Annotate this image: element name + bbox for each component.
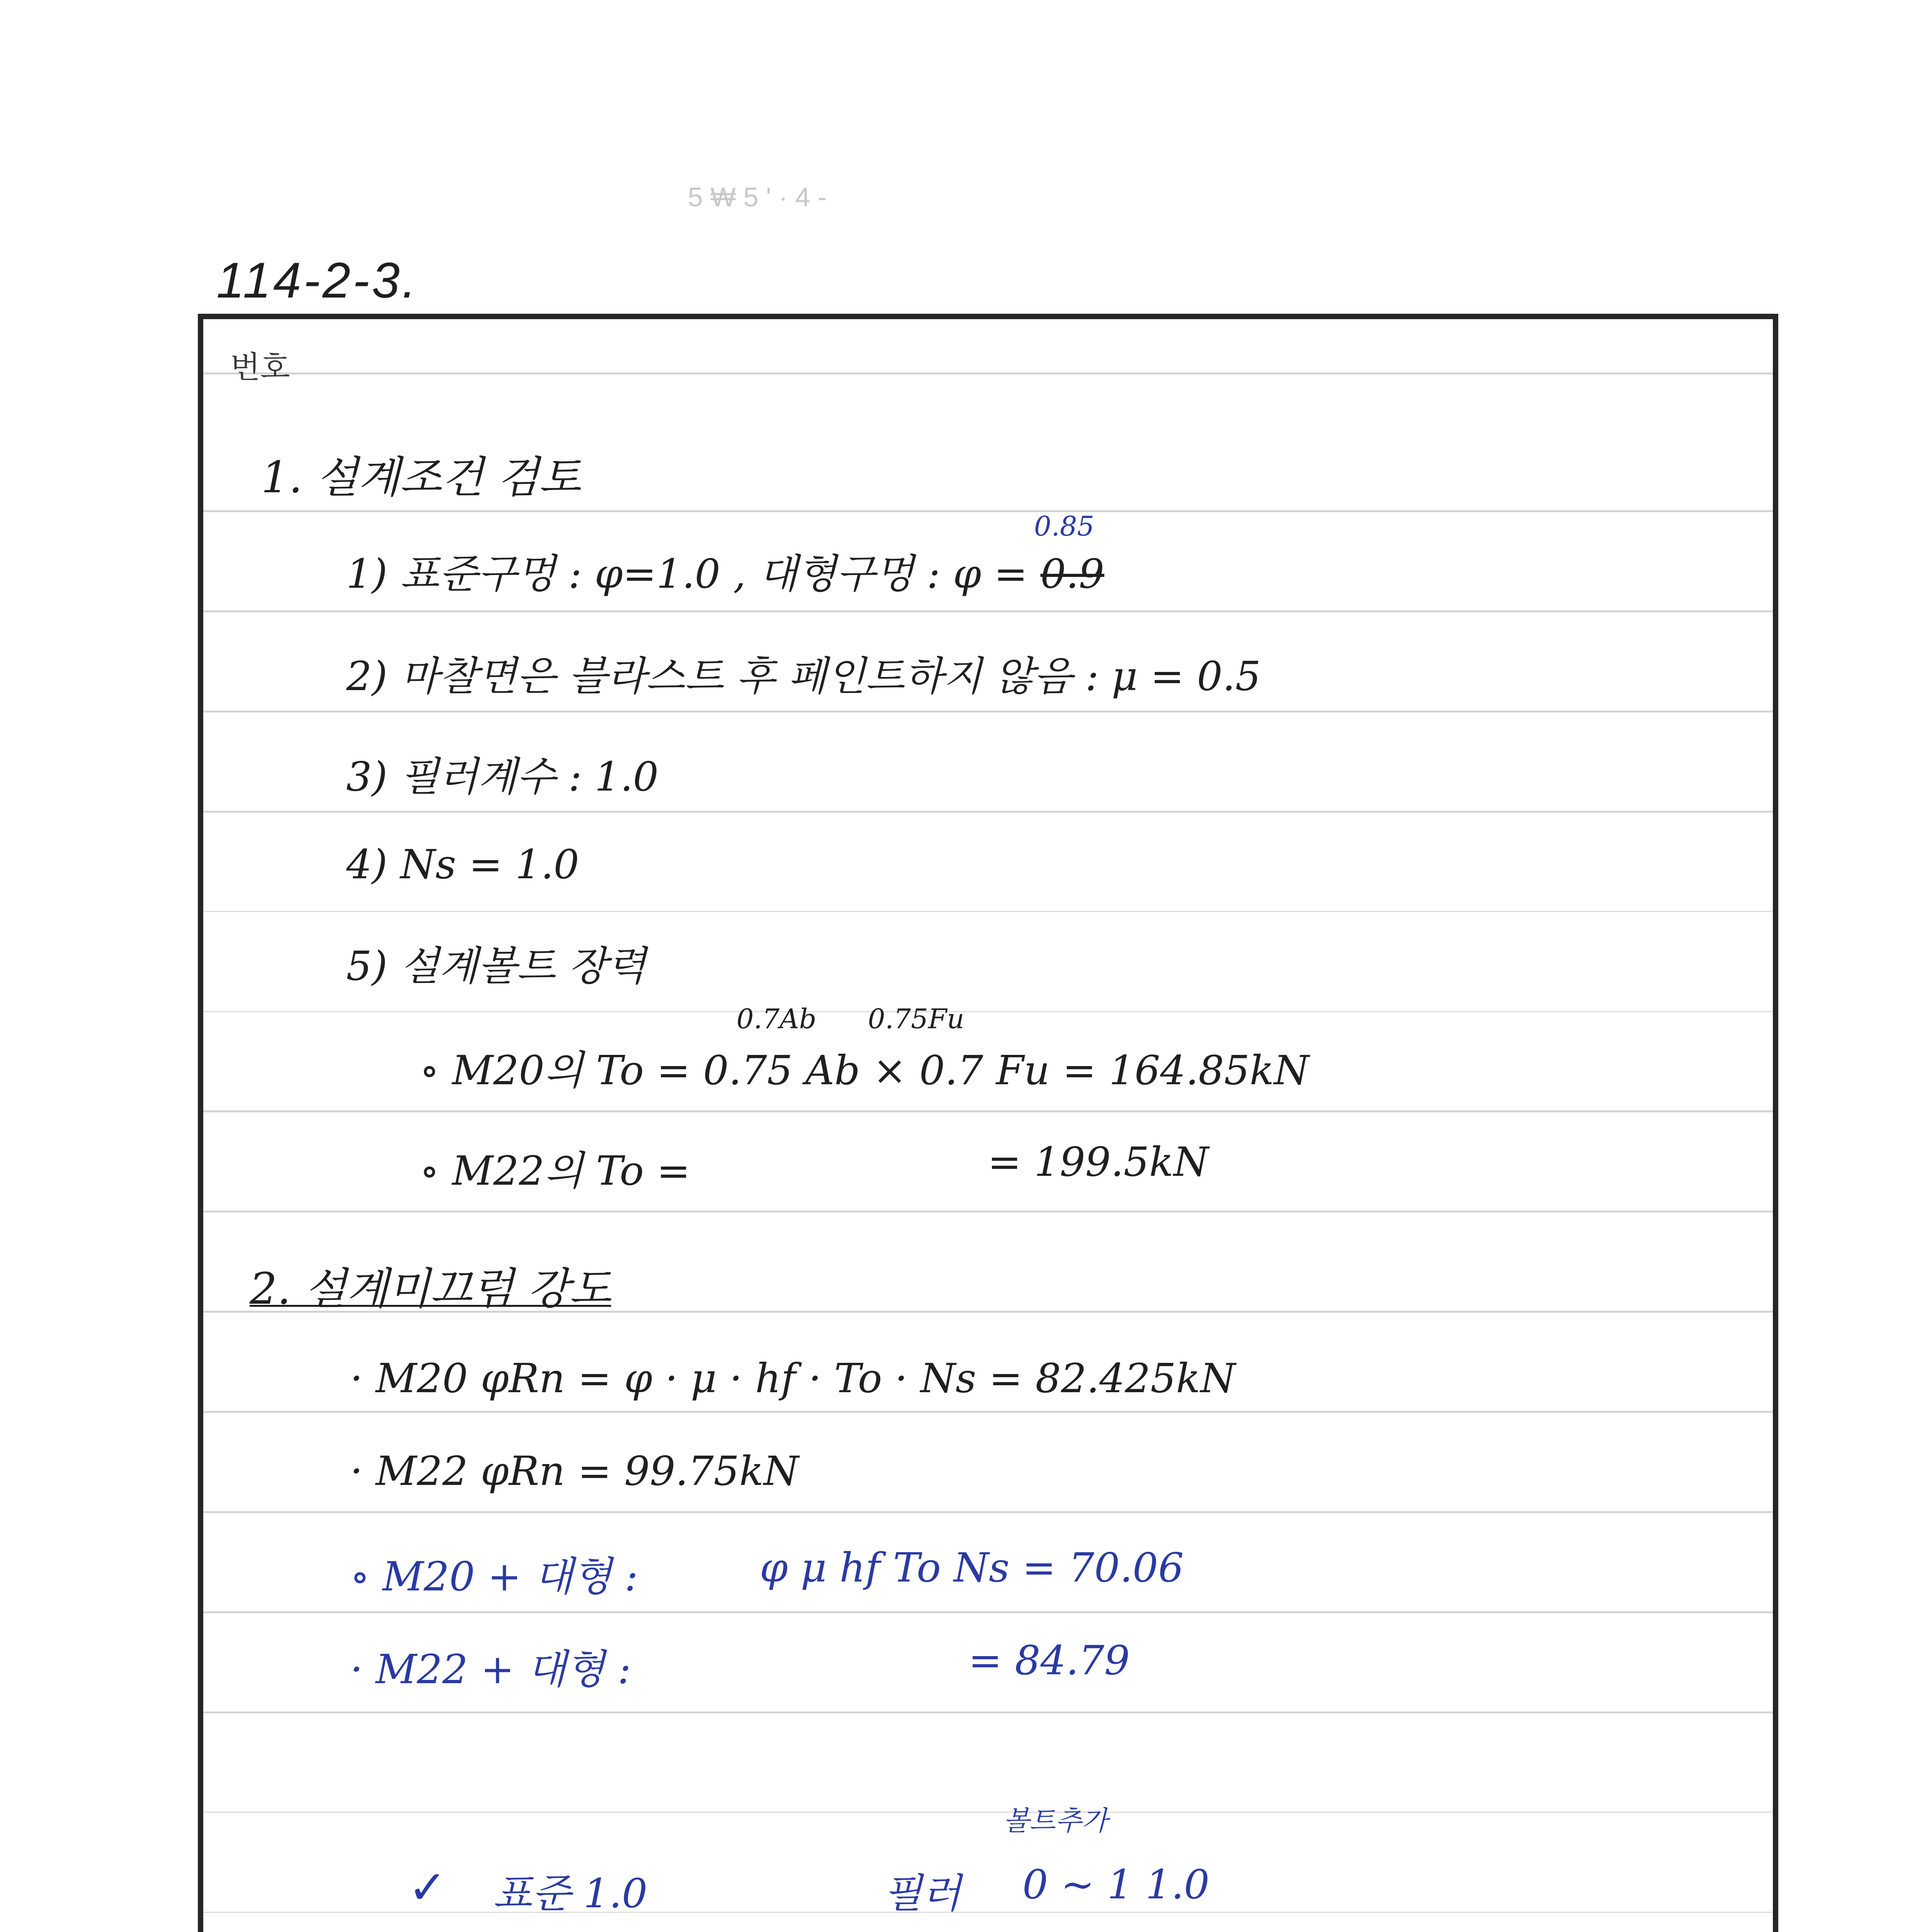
sheet-label: 번호 [230, 349, 290, 385]
item-1-prefix: 1) [346, 550, 388, 597]
item-1-text: 표준구멍 : φ=1.0 , 대형구멍 : φ = [400, 550, 1028, 597]
note-filler-label-1: 필러 [883, 1870, 961, 1917]
item-5 [346, 934, 646, 992]
strength-m22-large-label: · M22 + 대형 : [350, 1646, 631, 1693]
item-2-text: 마찰면은 블라스트 후 페인트하지 않음 : μ = 0.5 [400, 653, 1261, 700]
faint-mark: 5 ₩ 5 ' · 4 - [688, 182, 827, 212]
item-4-text: Ns = 1.0 [400, 841, 579, 888]
item-3-prefix: 3) [346, 753, 388, 800]
section2-title: 2. 설계미끄럼 강도 [250, 1264, 611, 1314]
note-filler-value-1: 0 ~ 1 1.0 [1022, 1861, 1210, 1908]
item-1 [346, 541, 1104, 599]
tension-m22-label: ∘ M22의 To = [420, 1147, 691, 1194]
note-standard: 표준 1.0 [493, 1870, 648, 1917]
annotation-fu: 0.75Fu [868, 1003, 964, 1035]
strength-m20-large-label: ∘ M20 + 대형 : [350, 1553, 638, 1600]
item-4-prefix: 4) [346, 841, 388, 888]
strength-m22: · M22 φRn = 99.75kN [350, 1447, 799, 1495]
note-sheet [198, 314, 1778, 1932]
check-mark-icon: ✓ [408, 1861, 447, 1915]
item-5-prefix: 5) [346, 942, 388, 990]
tension-m20: ∘ M20의 To = 0.75 Ab × 0.7 Fu = 164.85kN [420, 1047, 1309, 1094]
item-1-correction: 0.85 [1034, 510, 1094, 542]
page-number: 114-2-3. [216, 252, 418, 308]
item-3 [346, 744, 658, 802]
item-2-prefix: 2) [346, 653, 388, 700]
annotation-ab: 0.7Ab [737, 1003, 816, 1035]
strength-m20: · M20 φRn = φ · μ · hf · To · Ns = 82.425kN [350, 1355, 1236, 1402]
item-5-text: 설계볼트 장력 [400, 942, 646, 990]
item-4 [346, 841, 579, 888]
item-2 [346, 644, 1261, 702]
strength-m20-large-value: φ μ hf To Ns = 70.06 [760, 1544, 1184, 1591]
item-1-struck-value: 0.9 [1040, 550, 1104, 597]
item-3-text: 필러계수 : 1.0 [400, 753, 659, 800]
tension-m22-value: = 199.5kN [988, 1138, 1209, 1185]
note-bolt-add: 볼트추가 [1003, 1805, 1108, 1837]
strength-m22-large-value: = 84.79 [968, 1637, 1130, 1684]
section1-title: 1. 설계조건 검토 [261, 452, 581, 503]
